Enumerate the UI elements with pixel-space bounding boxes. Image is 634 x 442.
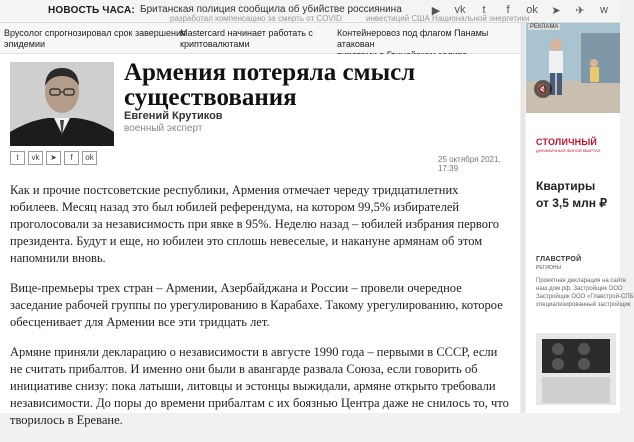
article-paragraph: Армяне приняли декларацию о независимости в августе 1990 года – первыми в СССР, если не считать прибалтов. И именно они были в авангарде развала Союза, если говорить об инициативе снизу: пока латыши, литовцы и эстонцы выжидали, армяне открыто требовали независимости. До поры до времени прибалтам с их боязнью Центра даже не снилось то, что творилось в Ереване.: [10, 345, 509, 427]
author-name[interactable]: Евгений Крутиков: [124, 110, 223, 122]
facebook-icon[interactable]: f: [64, 151, 79, 165]
article-paragraph: Как и прочие постсоветские республики, Армения отмечает череду тридцатилетних юбилеев. Месяц назад это был юбилей референдума, на котором 99,5% избирателей проголосовали за независимость при явке в 95%. Неделю назад – юбилей избрания первого президента. Будут и еще, но юбилеи это сплошь невеселые, и накануне армянам об этом напомнили вновь.: [10, 183, 500, 265]
share-buttons: [10, 151, 97, 165]
mute-icon[interactable]: 🔇: [534, 80, 552, 98]
header-social-links: [430, 4, 610, 17]
article-title: Армения потеряла смысл существования: [124, 59, 416, 111]
author-photo: [10, 62, 114, 146]
ad-brand-logo: ГЛАВСТРОЙ: [536, 256, 582, 263]
youtube-icon[interactable]: ▶: [431, 5, 441, 17]
article-container: [0, 54, 520, 427]
news-headline-link[interactable]: [180, 28, 313, 50]
disclaimer-line: наш.дом.рф. Застройщик ООО: [536, 286, 623, 292]
ad-product-image: [536, 333, 616, 405]
headline-text: криптовалютами: [180, 39, 250, 49]
vk-icon[interactable]: vk: [454, 4, 466, 16]
telegram-icon[interactable]: ➤: [551, 5, 561, 17]
odnoklassniki-icon[interactable]: ok: [82, 151, 97, 165]
author-role: военный эксперт: [124, 123, 203, 134]
ad-brand-logo: СТОЛИЧНЫЙ: [536, 137, 598, 147]
top-news-bar: [0, 0, 620, 23]
news-headlines-strip: [0, 23, 520, 54]
ticker-ghost-text: разработал компенсацию за смерть от COVID: [170, 14, 342, 23]
telegram-icon[interactable]: ➤: [46, 151, 61, 165]
telegram-icon[interactable]: ✈: [575, 5, 585, 17]
vk-icon[interactable]: w: [600, 4, 608, 16]
publish-date: 25 октября 2021, 17:39: [438, 155, 501, 173]
ad-brand-subtitle: РЕГИОНЫ: [536, 265, 561, 271]
headline-text: эпидемии: [4, 39, 45, 49]
hot-news-ticker[interactable]: Британская полиция сообщила об убийстве россиянина: [140, 4, 402, 15]
disclaimer-line: специализированный застройщик: [536, 302, 631, 308]
headline-text: Контейнеровоз под флагом Панамы атакован: [337, 28, 489, 49]
sidebar-ads: [526, 23, 634, 413]
ad-price: от 3,5 млн ₽: [536, 196, 607, 210]
ad-badge: РЕКЛАМА: [530, 24, 559, 30]
ad-brand-subtitle: ДИНАМИЧНЫЙ ЖИЛОЙ КВАРТАЛ: [536, 148, 601, 153]
twitter-icon[interactable]: t: [482, 4, 486, 16]
page-scrollbar[interactable]: [521, 23, 525, 413]
article-paragraph: Вице-премьеры трех стран – Армении, Азербайджана и России – провели очередное заседание рабочей группы по урегулированию в Карабахе. Такому урегулированию, которое обесценивает для Армении все эти тридцать лет.: [10, 281, 503, 329]
video-ad[interactable]: [526, 23, 620, 113]
ad-headline: Квартиры: [536, 179, 596, 193]
disclaimer-line: Проектная декларация на сайте: [536, 278, 627, 284]
headline-text: Врусолог спрогнозировал срок завершения: [4, 28, 186, 38]
apartment-ad[interactable]: [526, 119, 620, 259]
odnoklassniki-icon[interactable]: ok: [526, 4, 538, 16]
disclaimer-line: Застройщик ООО «Главстрой-СПБ: [536, 294, 634, 300]
news-headline-link[interactable]: [4, 28, 186, 50]
headline-text: Mastercard начинает работать с: [180, 28, 313, 38]
facebook-icon[interactable]: f: [506, 4, 510, 16]
hot-news-label: НОВОСТЬ ЧАСА:: [48, 5, 135, 16]
ad-disclaimer: [536, 277, 634, 309]
vk-icon[interactable]: vk: [28, 151, 43, 165]
ticker-ghost-text: инвестиций США Национальной энергетики: [366, 14, 530, 23]
glavstroy-ad[interactable]: [526, 251, 634, 413]
twitter-icon[interactable]: t: [10, 151, 25, 165]
article-body: [10, 182, 510, 442]
